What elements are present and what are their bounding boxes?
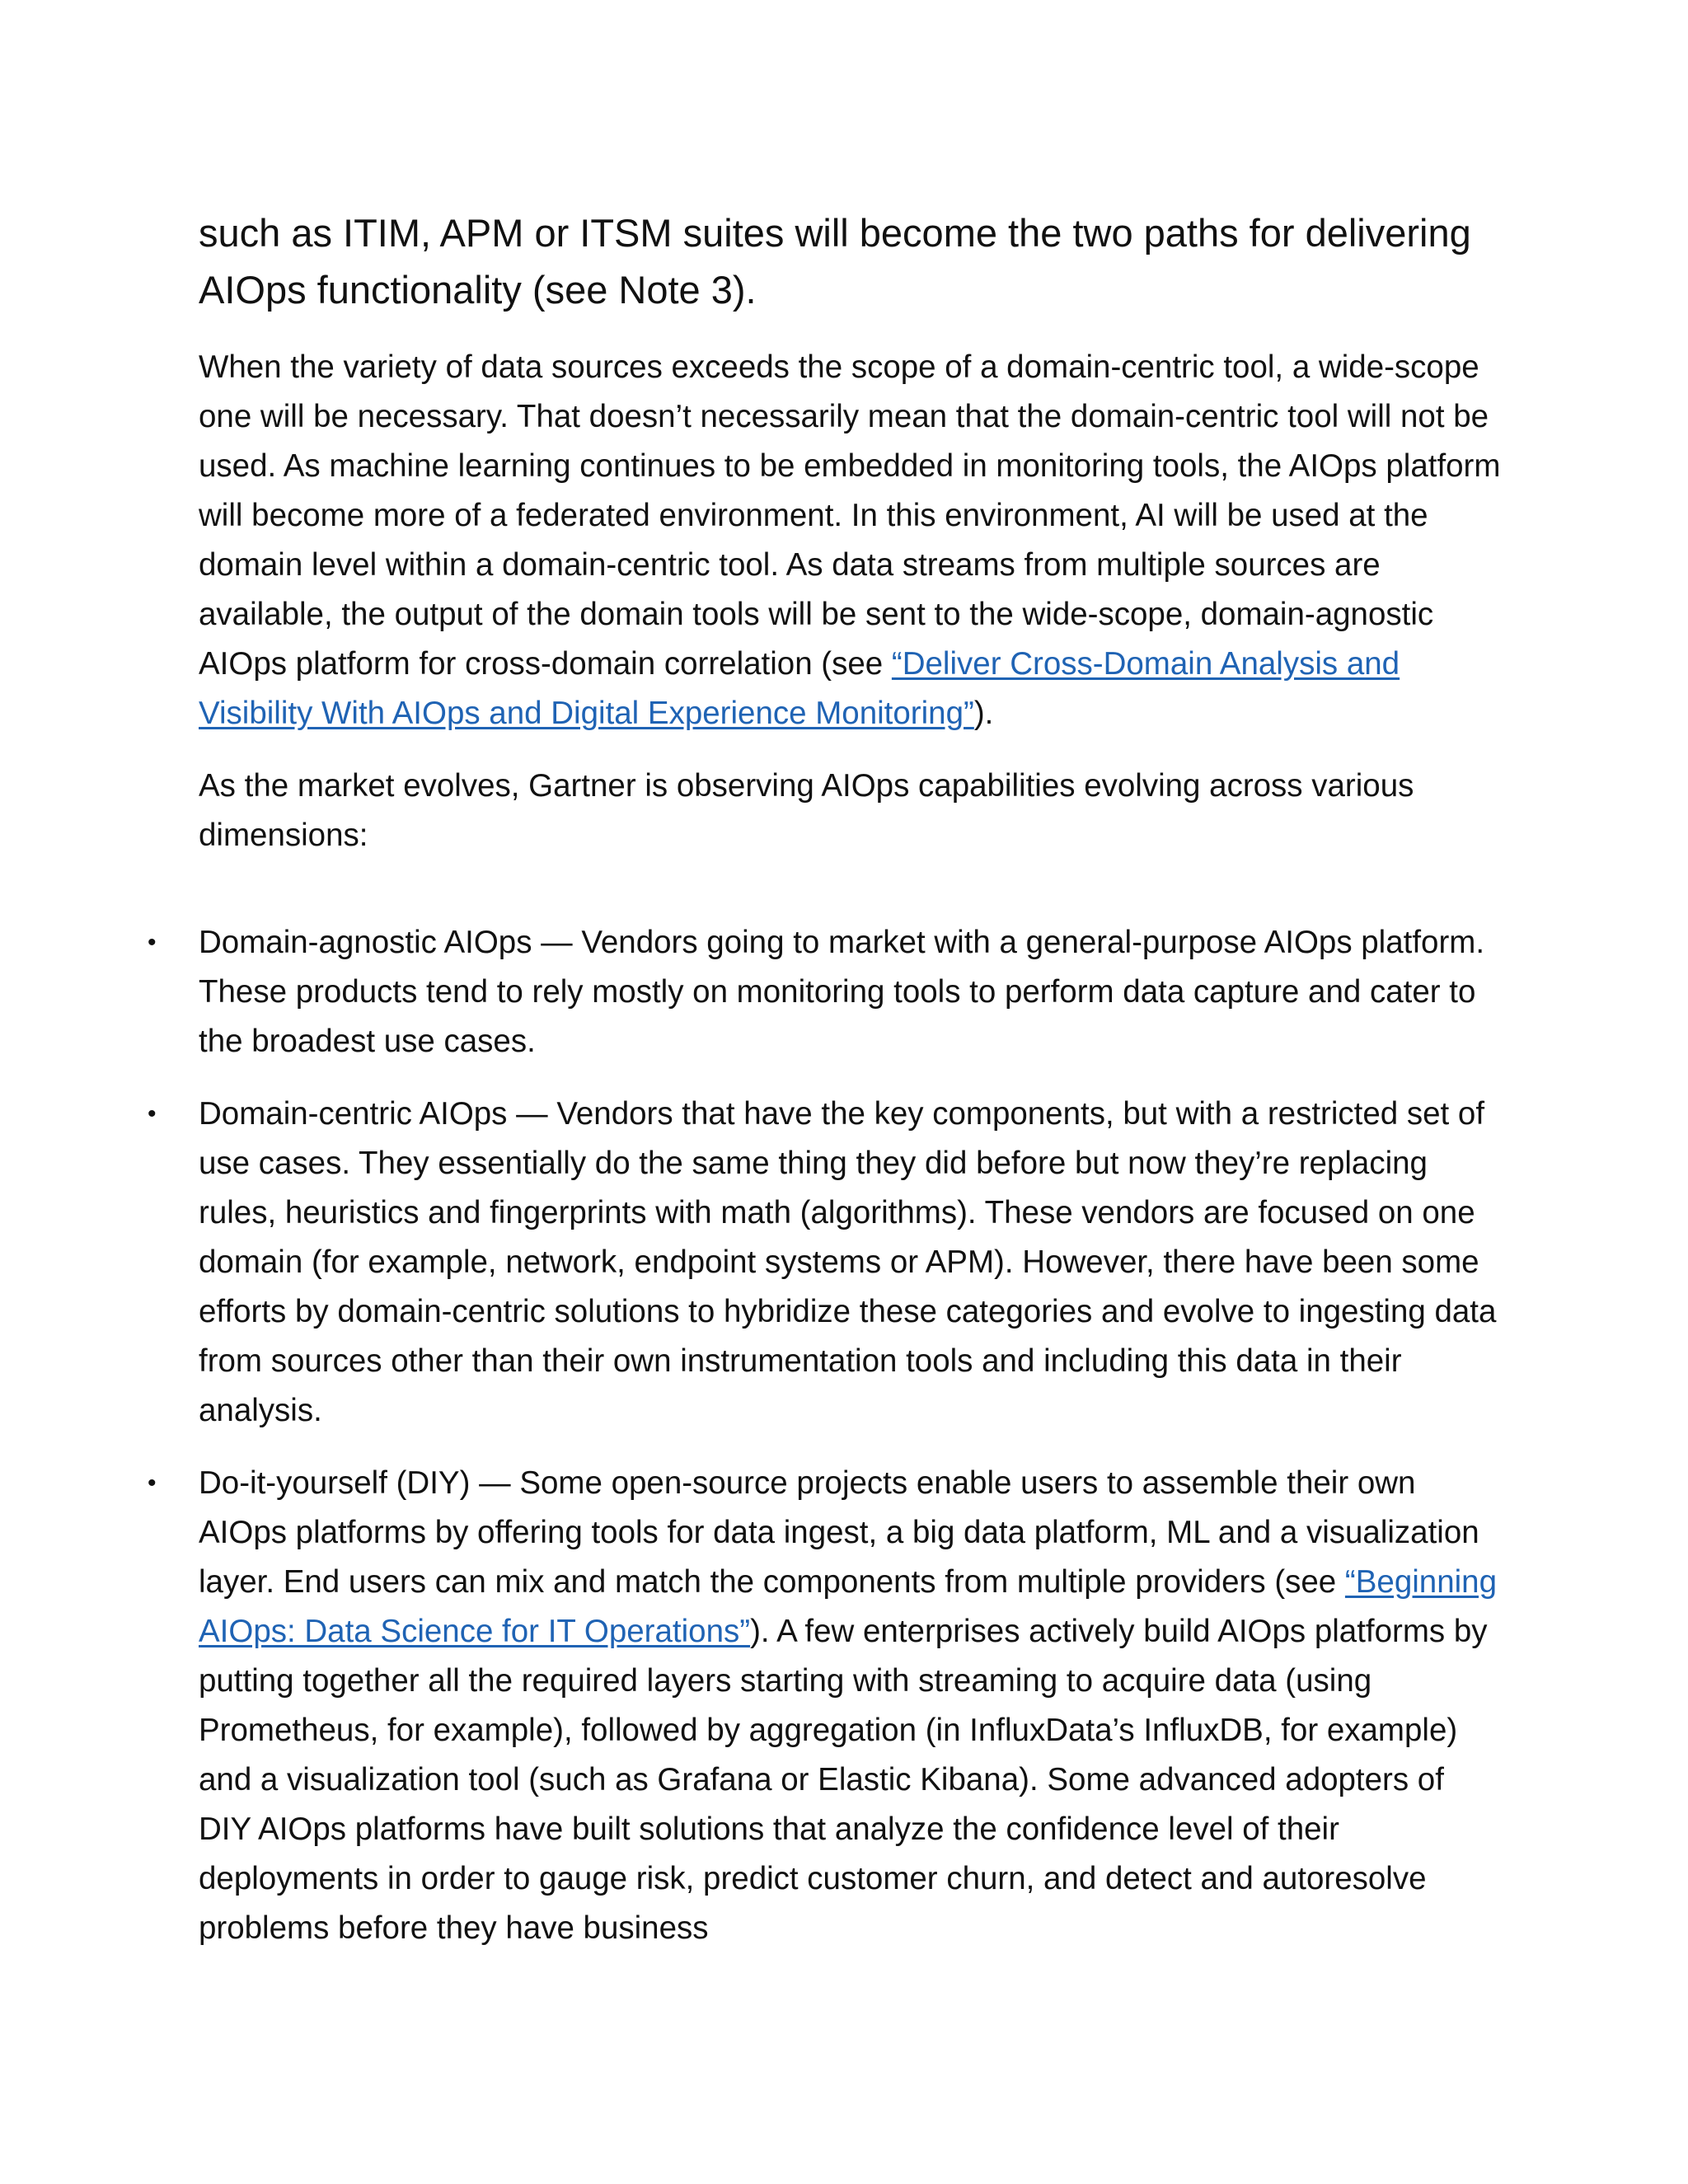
link-beginning-aiops[interactable]: “Beginning AIOps: Data Science for IT Operations” [199,1564,1497,1649]
document-body [148,204,1501,1976]
bullet-icon: • [148,1469,157,1497]
paragraph-text: When the variety of data sources exceeds the scope of a domain-centric tool, a wide-scope one will be necessary. That doesn’t necessarily mean that the domain-centric tool will not be used. As machine learning continues to be embedded in monitoring tools, the AIOps platform will become more of a federated environment. In this environment, AI will be used at the domain level within a domain-centric tool. As data streams from multiple sources are available, the output of the domain tools will be sent to the wide-scope, domain-agnostic AIOps platform for cross-domain correlation (see [199,349,1501,682]
list-item-do-it-yourself [148,1459,1501,1953]
list-item-domain-centric [148,1090,1501,1436]
bullet-icon: • [148,1100,157,1127]
list-item-text: Do-it-yourself (DIY) — Some open-source projects enable users to assemble their own AIOps platforms by offering tools for data ingest, a big data platform, ML and a visualization layer. End users can mix and match the components from multiple providers (see [199,1465,1479,1600]
paragraph-market-evolves: As the market evolves, Gartner is observing AIOps capabilities evolving across various dimensions: [199,768,1414,853]
bullet-icon: • [148,929,157,956]
list-item-text: Domain-centric AIOps — Vendors that have the key components, but with a restricted set of use cases. They essentially do the same thing they did before but now they’re replacing rules, heuristics and fingerprints with math (algorithms). These vendors are focused on one domain (for example, network, endpoint systems or APM). However, there have been some efforts by domain-centric solutions to hybridize these categories and evolve to ingesting data from sources other than their own instrumentation tools and including this data in their analysis. [199,1096,1497,1428]
link-deliver-cross-domain-analysis[interactable]: “Deliver Cross-Domain Analysis and Visibility With AIOps and Digital Experience Monitoring” [199,646,1400,731]
paragraph-text-end: ). [973,696,994,731]
dimensions-list [148,918,1501,1953]
list-item-text: Domain-agnostic AIOps — Vendors going to market with a general-purpose AIOps platform. These products tend to rely mostly on monitoring tools to perform data capture and cater to the broadest use cases. [199,925,1485,1059]
list-item-text-end: ). A few enterprises actively build AIOps platforms by putting together all the required layers starting with streaming to acquire data (using Prometheus, for example), followed by aggregation (in InfluxData’s InfluxDB, for example) and a visualization tool (such as Grafana or Elastic Kibana). Some advanced adopters of DIY AIOps platforms have built solutions that analyze the confidence level of their deployments in order to gauge risk, predict customer churn, and detect and autoresolve problems before they have business [199,1614,1488,1946]
paragraph-federated-environment [199,343,1501,738]
list-item-domain-agnostic [148,918,1501,1066]
continued-paragraph: such as ITIM, APM or ITSM suites will become the two paths for delivering AIOps functionality (see Note 3). [199,211,1471,312]
